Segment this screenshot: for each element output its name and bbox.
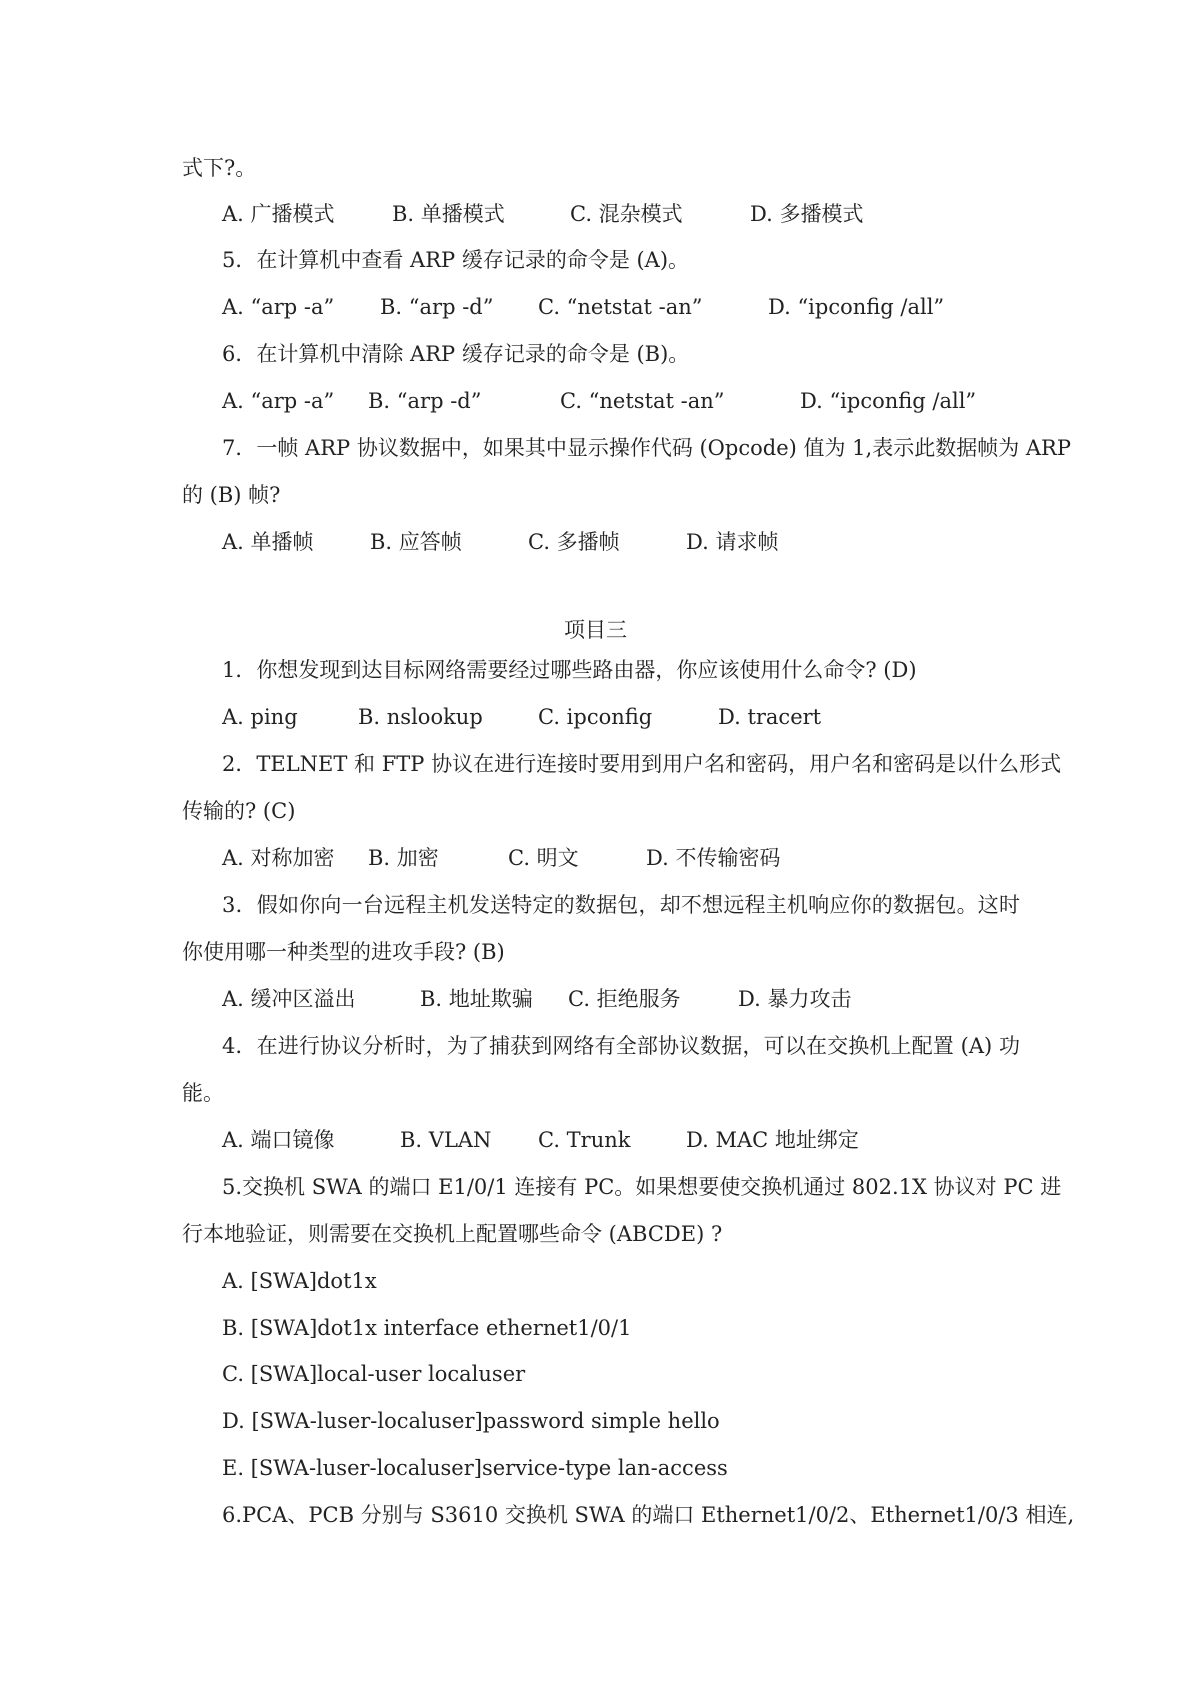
option-a: A. 端口镜像: [222, 1128, 335, 1152]
option-d: D. 暴力攻击: [738, 987, 852, 1011]
option-c: C. “netstat -an”: [560, 389, 725, 413]
option-d: D. “ipconfig /all”: [768, 295, 945, 319]
option-b: B. VLAN: [400, 1128, 492, 1152]
option-c: C. 拒绝服务: [568, 987, 681, 1011]
question-6-config: 6.PCA、PCB 分别与 S3610 交换机 SWA 的端口 Ethernet1/0/2、Ethernet1/0/3 相连,: [222, 1503, 1075, 1527]
option-d: D. tracert: [718, 705, 822, 729]
text-line: 行本地验证，则需要在交换机上配置哪些命令 (ABCDE) ?: [182, 1222, 723, 1246]
option-c: C. 明文: [508, 846, 579, 870]
option-b: B. 应答帧: [370, 530, 462, 554]
option-d: D. 请求帧: [686, 530, 779, 554]
text-line: 你使用哪一种类型的进攻手段? (B): [182, 940, 505, 964]
option-c: C. “netstat -an”: [538, 295, 703, 319]
text-line: 传输的? (C): [182, 799, 296, 823]
option-a: A. [SWA]dot1x: [222, 1269, 377, 1293]
option-b: B. “arp -d”: [368, 389, 482, 413]
question-2: 2．TELNET 和 FTP 协议在进行连接时要用到用户名和密码，用户名和密码是以什么形式: [222, 752, 1062, 776]
text-line: 的 (B) 帧?: [182, 483, 281, 507]
option-b: B. 单播模式: [392, 202, 505, 226]
option-c: C. 多播帧: [528, 530, 620, 554]
question-6: 6．在计算机中清除 ARP 缓存记录的命令是 (B)。: [222, 342, 690, 366]
text-line: 式下?。: [182, 156, 257, 180]
option-a: A. ping: [222, 705, 298, 729]
option-d: D. 不传输密码: [646, 846, 781, 870]
option-a: A. 单播帧: [222, 530, 314, 554]
option-b: B. nslookup: [358, 705, 483, 729]
option-c: C. [SWA]local-user localuser: [222, 1362, 526, 1386]
option-c: C. Trunk: [538, 1128, 631, 1152]
option-d: D. [SWA-luser-localuser]password simple hello: [222, 1409, 720, 1433]
question-3: 3．假如你向一台远程主机发送特定的数据包，却不想远程主机响应你的数据包。这时: [222, 893, 1020, 917]
question-4: 4．在进行协议分析时，为了捕获到网络有全部协议数据，可以在交换机上配置 (A) 功: [222, 1034, 1020, 1058]
option-a: A. 广播模式: [222, 202, 335, 226]
question-5-config: 5.交换机 SWA 的端口 E1/0/1 连接有 PC。如果想要使交换机通过 802.1X 协议对 PC 进: [222, 1175, 1062, 1199]
option-b: B. “arp -d”: [380, 295, 494, 319]
question-7: 7．一帧 ARP 协议数据中，如果其中显示操作代码 (Opcode) 值为 1,表示此数据帧为 ARP: [222, 436, 1071, 460]
question-1: 1．你想发现到达目标网络需要经过哪些路由器，你应该使用什么命令? (D): [222, 658, 917, 682]
option-d: D. 多播模式: [750, 202, 864, 226]
option-a: A. 缓冲区溢出: [222, 987, 356, 1011]
option-b: B. 加密: [368, 846, 439, 870]
option-d: D. “ipconfig /all”: [800, 389, 977, 413]
question-5: 5．在计算机中查看 ARP 缓存记录的命令是 (A)。: [222, 248, 690, 272]
option-c: C. ipconfig: [538, 705, 653, 729]
option-a: A. “arp -a”: [222, 295, 335, 319]
option-b: B. 地址欺骗: [420, 987, 533, 1011]
option-a: A. “arp -a”: [222, 389, 335, 413]
option-c: C. 混杂模式: [570, 202, 683, 226]
option-e: E. [SWA-luser-localuser]service-type lan-access: [222, 1456, 728, 1480]
option-d: D. MAC 地址绑定: [686, 1128, 859, 1152]
option-b: B. [SWA]dot1x interface ethernet1/0/1: [222, 1316, 632, 1340]
option-a: A. 对称加密: [222, 846, 335, 870]
text-line: 能。: [182, 1081, 224, 1105]
section-title: 项目三: [564, 618, 627, 642]
